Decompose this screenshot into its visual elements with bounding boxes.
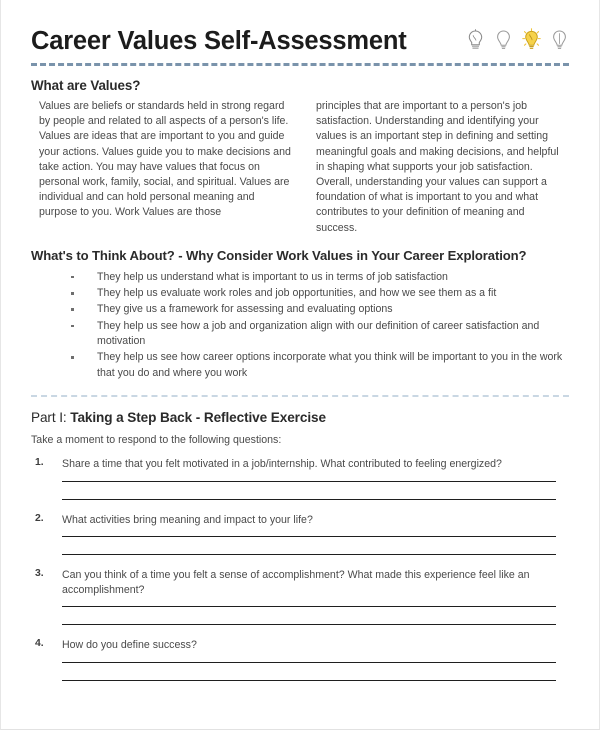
document-header [31, 0, 569, 55]
question-number: 4. [35, 638, 44, 650]
question-number: 1. [35, 456, 44, 468]
lightbulb-icon-1 [466, 28, 485, 53]
question-item [31, 457, 569, 500]
heading-part-one [31, 410, 569, 425]
part-one-label: Part I: [31, 409, 71, 425]
question-text: What activities bring meaning and impact to your life? [62, 513, 313, 526]
question-item [31, 638, 569, 681]
what-are-values-body [31, 99, 569, 236]
question-text: Share a time that you felt motivated in a job/internship. What contributed to feeling energized? [62, 457, 502, 470]
question-number: 2. [35, 512, 44, 524]
part-one-title: Taking a Step Back - Reflective Exercise [70, 409, 326, 425]
heading-what-are-values: What are Values? [31, 78, 141, 94]
header-divider [31, 63, 569, 66]
answer-line[interactable] [62, 624, 556, 625]
question-item [31, 568, 569, 625]
lightbulb-icon-3 [522, 28, 541, 53]
answer-line[interactable] [62, 481, 556, 482]
body-text-right: principles that are important to a person's job satisfaction. Understanding and identifying your values is an important step in defining and setting meaningful goals and making decisions, and helpful in shaping what supports your job satisfaction. Overall, understanding your values can support a foundation of what is important to you and what contributes to your definition of meaning and success. [316, 100, 559, 234]
list-item: They help us evaluate work roles and job opportunities, and how we see them as a fit [69, 286, 569, 301]
page-title: Career Values Self-Assessment [31, 27, 407, 55]
answer-line[interactable] [62, 499, 556, 500]
body-column-left [39, 99, 291, 236]
question-text: How do you define success? [62, 639, 197, 652]
reflective-questions-list [31, 457, 569, 681]
answer-line[interactable] [62, 536, 556, 537]
list-item: They help us see how a job and organization align with our definition of career satisfaction and motivation [69, 319, 569, 350]
answer-line[interactable] [62, 554, 556, 555]
heading-whats-to-think-about: What's to Think About? - Why Consider Work Values in Your Career Exploration? [31, 247, 527, 263]
question-text: Can you think of a time you felt a sense of accomplishment? What made this experience feel like an accomplishment? [62, 569, 530, 596]
part-one-divider [31, 395, 569, 397]
list-item: They help us see how career options incorporate what you think will be important to you in the work that you do and where you work [69, 350, 569, 381]
lightbulb-icon-4 [550, 28, 569, 53]
body-column-right [316, 99, 568, 236]
answer-lines [62, 662, 569, 681]
list-item: They help us understand what is important to us in terms of job satisfaction [69, 270, 569, 285]
answer-lines [62, 481, 569, 500]
lightbulb-icon-2 [494, 28, 513, 53]
part-one-intro: Take a moment to respond to the following questions: [31, 433, 282, 446]
answer-line[interactable] [62, 680, 556, 681]
answer-line[interactable] [62, 662, 556, 663]
question-number: 3. [35, 568, 44, 580]
answer-lines [62, 606, 569, 625]
think-about-bullet-list [31, 270, 569, 381]
answer-line[interactable] [62, 606, 556, 607]
lightbulb-icon-group [466, 28, 569, 55]
answer-lines [62, 536, 569, 555]
list-item: They give us a framework for assessing and evaluating options [69, 302, 569, 317]
question-item [31, 513, 569, 556]
body-text-left: Values are beliefs or standards held in strong regard by people and related to all aspects of a person's life. Values are ideas that are important to you and guide your actions. Values guide you to make decisions and take action. You may have values that focus on personal work, family, social, and spiritual. Values are individual and can hold personal meaning and purpose to you. Work Values are those [39, 100, 291, 219]
